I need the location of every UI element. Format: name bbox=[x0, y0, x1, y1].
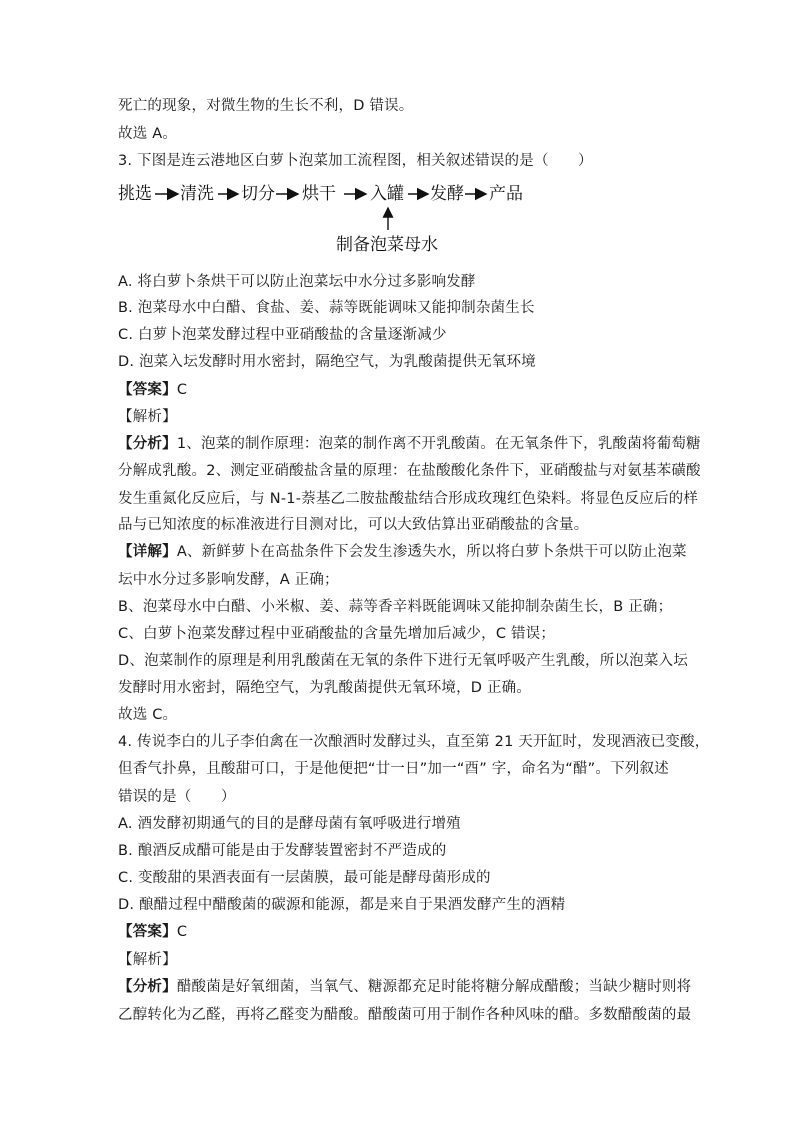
detail-line: 故选 C。 bbox=[118, 707, 178, 723]
analysis-heading: 【解析】 bbox=[118, 952, 177, 968]
text-line: 故选 A。 bbox=[118, 126, 178, 142]
question-4-stem: 但香气扑鼻，且酸甜可口，于是他便把“廿一日”加一“酉” 字，命名为“醋”。下列叙述 bbox=[118, 761, 669, 777]
question-4-stem: 错误的是（ ） bbox=[118, 789, 236, 805]
analysis-heading: 【解析】 bbox=[118, 409, 177, 425]
answer-value: C bbox=[176, 924, 188, 940]
flow-step: 切分 bbox=[241, 184, 275, 204]
question-3-stem: 3. 下图是连云港地区白萝卜泡菜加工流程图，相关叙述错误的是（ ） bbox=[118, 153, 593, 169]
analysis-tag: 【分析】 bbox=[118, 436, 177, 452]
analysis-line: 品与已知浓度的标准液进行目测对比，可以大致估算出亚硝酸盐的含量。 bbox=[118, 517, 589, 533]
option-c: C. 变酸甜的果酒表面有一层菌膜，最可能是酵母菌形成的 bbox=[118, 870, 491, 886]
option-d: D. 酿醋过程中醋酸菌的碳源和能源，都是来自于果酒发酵产生的酒精 bbox=[118, 897, 566, 913]
option-b: B. 酿酒反成醋可能是由于发酵装置密封不严造成的 bbox=[118, 843, 447, 859]
answer-line bbox=[118, 922, 678, 942]
detail-line: 发酵时用水密封，隔绝空气，为乳酸菌提供无氧环境，D 正确。 bbox=[118, 680, 532, 696]
analysis-tag: 【分析】 bbox=[118, 979, 177, 995]
detail-line: 坛中水分过多影响发酵，A 正确； bbox=[118, 572, 339, 588]
analysis-text: 1、泡菜的制作原理：泡菜的制作离不开乳酸菌。在无氧条件下，乳酸菌将葡萄糖 bbox=[176, 436, 701, 452]
detail-tag: 【详解】 bbox=[118, 544, 177, 560]
flow-step: 烘干 bbox=[302, 184, 336, 204]
answer-tag: 【答案】 bbox=[118, 382, 177, 398]
detail-line: D、泡菜制作的原理是利用乳酸菌在无氧的条件下进行无氧呼吸产生乳酸，所以泡菜入坛 bbox=[118, 653, 688, 669]
answer-tag: 【答案】 bbox=[118, 924, 177, 940]
detail-line: B、泡菜母水中白醋、小米椒、姜、蒜等香辛料既能调味又能抑制杂菌生长，B 正确； bbox=[118, 599, 673, 615]
detail-line: C、白萝卜泡菜发酵过程中亚硝酸盐的含量先增加后减少，C 错误； bbox=[118, 626, 556, 642]
analysis-line bbox=[118, 977, 692, 997]
option-a: A. 酒发酵初期通气的目的是酵母菌有氧呼吸进行增殖 bbox=[118, 816, 461, 832]
answer-line bbox=[118, 380, 678, 400]
analysis-line: 分解成乳酸。2、测定亚硝酸盐含量的原理：在盐酸酸化条件下，亚硝酸盐与对氨基苯磺酸 bbox=[118, 463, 701, 479]
analysis-line: 发生重氮化反应后，与 N-1-萘基乙二胺盐酸盐结合形成玫瑰红色染料。将显色反应后的样 bbox=[118, 491, 699, 507]
option-d: D. 泡菜入坛发酵时用水密封，隔绝空气，为乳酸菌提供无氧环境 bbox=[118, 354, 536, 370]
flow-step: 入罐 bbox=[370, 184, 404, 204]
option-c: C. 白萝卜泡菜发酵过程中亚硝酸盐的含量逐渐减少 bbox=[118, 327, 447, 343]
flow-step: 发酵 bbox=[430, 184, 464, 204]
option-b: B. 泡菜母水中白醋、食盐、姜、蒜等既能调味又能抑制杂菌生长 bbox=[118, 300, 535, 316]
detail-line bbox=[118, 542, 687, 562]
question-4-stem: 4. 传说李白的儿子李伯禽在一次酿酒时发酵过头，直至第 21 天开缸时，发现酒液已变酸， bbox=[118, 734, 710, 750]
flow-sub-step: 制备泡菜母水 bbox=[336, 235, 438, 255]
flow-step: 挑选 bbox=[118, 184, 152, 204]
analysis-line: 乙醇转化为乙醛，再将乙醛变为醋酸。醋酸菌可用于制作各种风味的醋。多数醋酸菌的最 bbox=[118, 1007, 692, 1023]
answer-value: C bbox=[176, 382, 188, 398]
analysis-line bbox=[118, 434, 701, 454]
flow-step: 清洗 bbox=[180, 184, 214, 204]
option-a: A. 将白萝卜条烘干可以防止泡菜坛中水分过多影响发酵 bbox=[118, 274, 476, 290]
process-flowchart bbox=[118, 178, 558, 268]
text-line: 死亡的现象，对微生物的生长不利，D 错误。 bbox=[118, 98, 414, 114]
analysis-text: 醋酸菌是好氧细菌，当氧气、糖源都充足时能将糖分解成醋酸；当缺少糖时则将 bbox=[176, 979, 692, 995]
flow-step: 产品 bbox=[489, 184, 523, 204]
detail-text: A、新鲜萝卜在高盐条件下会发生渗透失水，所以将白萝卜条烘干可以防止泡菜 bbox=[176, 544, 687, 560]
